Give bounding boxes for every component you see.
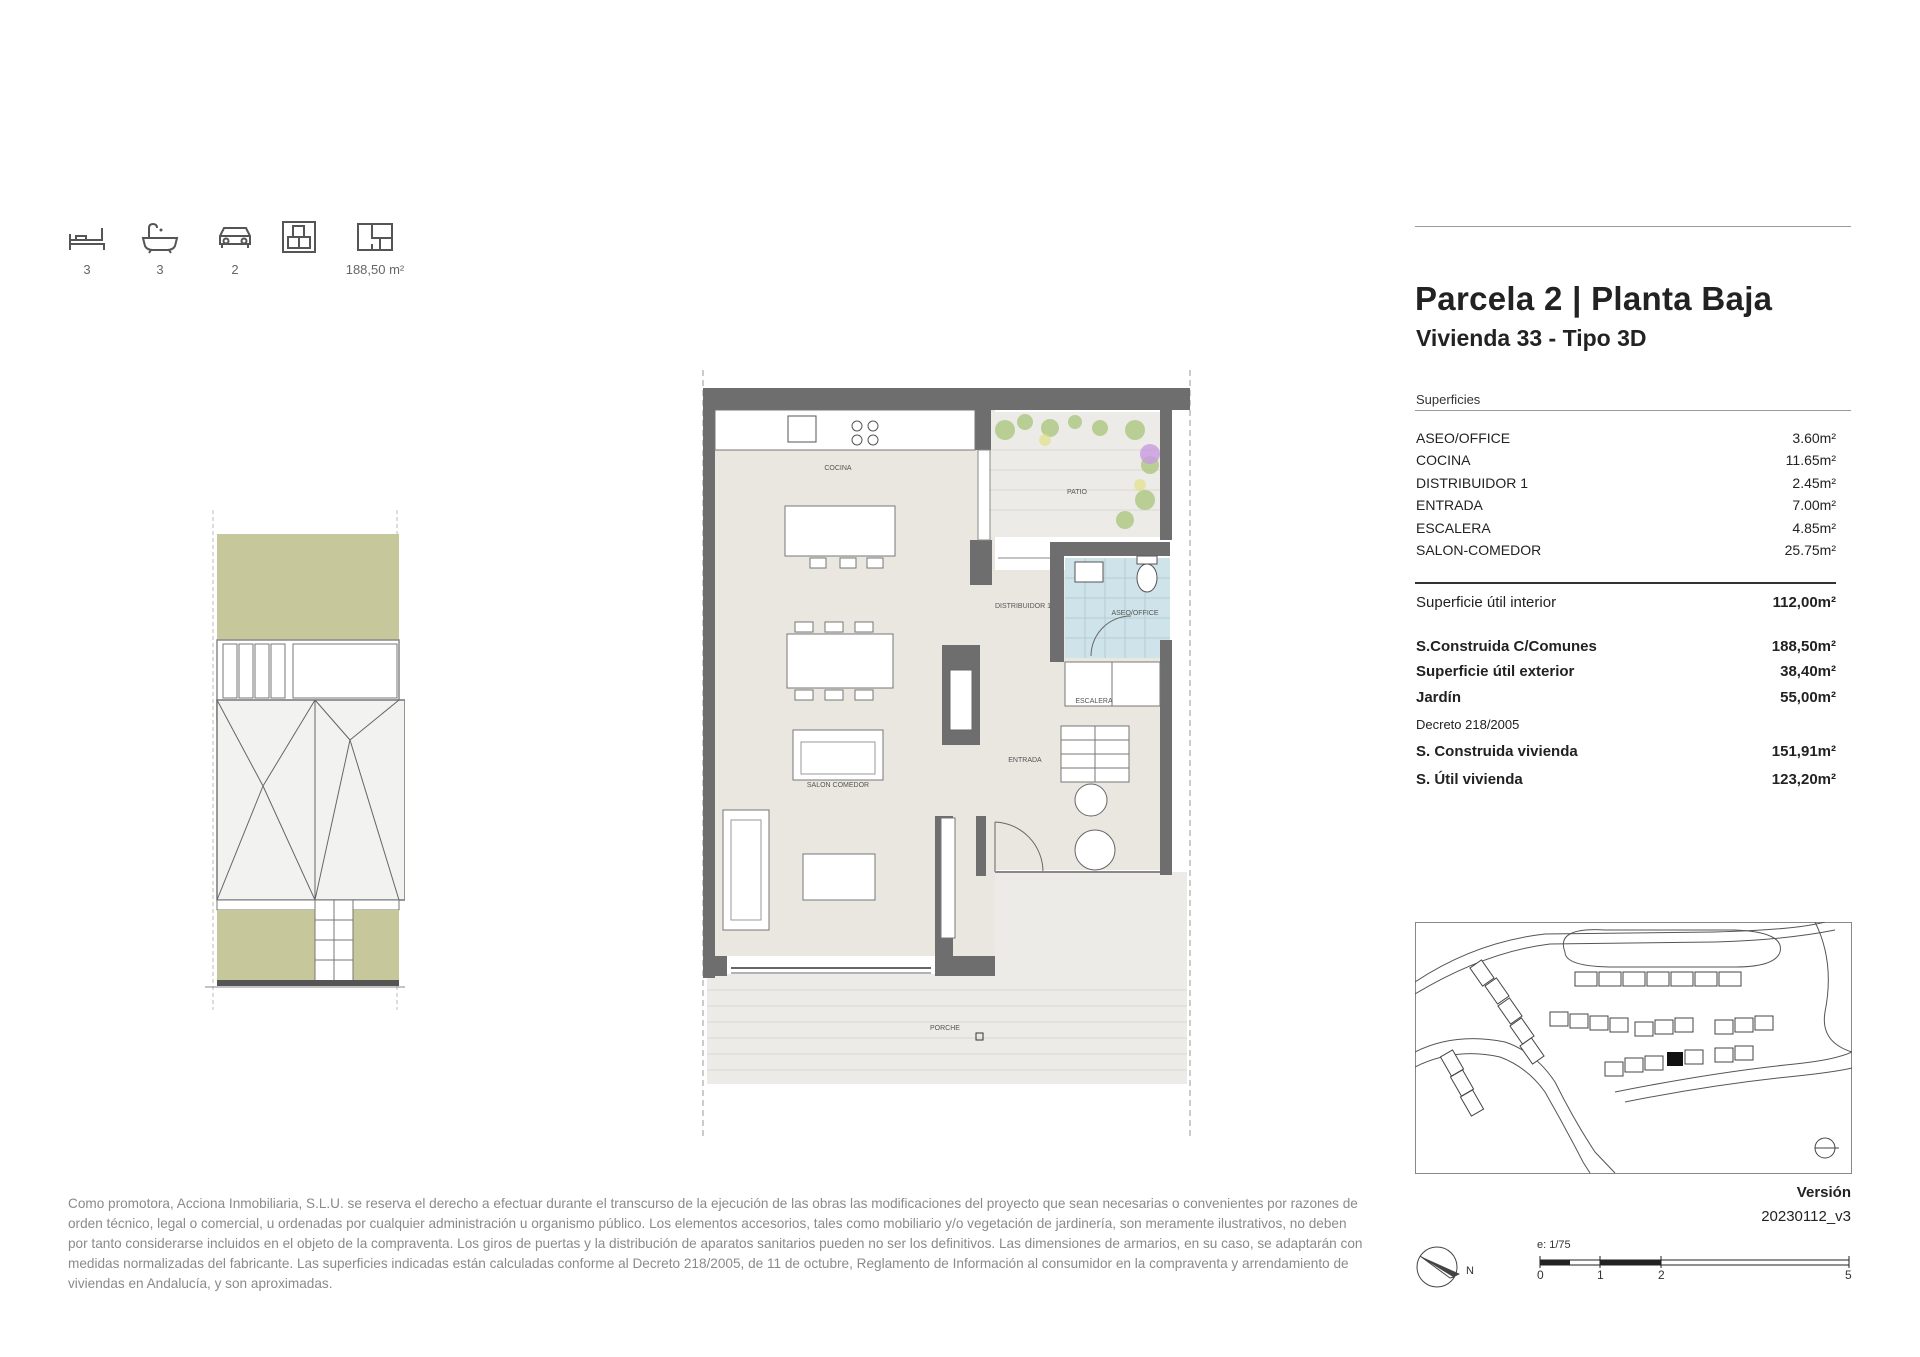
room-name: DISTRIBUIDOR 1 xyxy=(1416,475,1529,491)
legal-disclaimer: Como promotora, Acciona Inmobiliaria, S.L.U. se reserva el derecho a efectuar durante el transcurso de la ejecución de las obras las modificaciones del proyecto que sean necesarias o convenientes por razones de orden técnico, legal o comercial, u ordenadas por cualquier administración u organismo público. Los elementos accesorios, tales como mobiliario y/o vegetación de jardinería, son meramente ilustrativos, no deben por tanto considerarse incluidos en el objeto de la compraventa. Los giros de puertas y la distribución de aparatos sanitarios pueden no ser los definitivos. Las dimensiones de armarios, en su caso, se adaptarán con medidas normalizadas del fabricante. Las superficies indicadas están calculadas conforme al Decreto 218/2005, de 11 de octubre, Reglamento de Información al consumidor en la compraventa y arrendamiento de viviendas en Andalucía, y son aproximadas. xyxy=(68,1196,1363,1291)
top-rule xyxy=(1415,226,1851,227)
surfaces-rule xyxy=(1415,410,1851,411)
version-value: 20230112_v3 xyxy=(1761,1208,1851,1225)
site-location-map xyxy=(1415,922,1852,1174)
room-row xyxy=(1416,520,1836,536)
construida-row xyxy=(1416,638,1836,655)
svg-text:N: N xyxy=(1466,1265,1474,1277)
main-floor-plan xyxy=(695,370,1205,1150)
room-name: SALON-COMEDOR xyxy=(1416,542,1542,558)
room-row xyxy=(1416,497,1836,513)
feature-bedrooms xyxy=(52,220,122,277)
bathrooms-count: 3 xyxy=(156,262,164,277)
room-row xyxy=(1416,430,1836,446)
scale-tick: 5 xyxy=(1845,1268,1852,1282)
room-area: 3.60m² xyxy=(1792,430,1836,446)
exterior-value: 38,40m² xyxy=(1780,663,1836,680)
s-construida-row xyxy=(1416,743,1836,760)
s-util-label: S. Útil vivienda xyxy=(1416,771,1523,788)
label-escalera: ESCALERA xyxy=(1075,698,1113,705)
scale-label: e: 1/75 xyxy=(1537,1239,1571,1251)
bathtub-icon xyxy=(139,220,181,254)
feature-storage xyxy=(265,220,335,262)
construida-value: 188,50m² xyxy=(1771,638,1836,655)
room-area: 2.45m² xyxy=(1792,475,1836,491)
floor-overview-plan xyxy=(205,510,405,1010)
page-subtitle: Vivienda 33 - Tipo 3D xyxy=(1416,325,1647,351)
exterior-row xyxy=(1416,663,1836,680)
bedrooms-count: 3 xyxy=(83,262,91,277)
room-row xyxy=(1416,475,1836,491)
jardin-label: Jardín xyxy=(1416,689,1462,706)
feature-bathrooms xyxy=(125,220,195,277)
bed-icon xyxy=(66,220,108,254)
room-name: COCINA xyxy=(1416,452,1471,468)
construida-label: S.Construida C/Comunes xyxy=(1416,638,1597,655)
scale-tick: 1 xyxy=(1597,1268,1604,1282)
room-area: 11.65m² xyxy=(1785,452,1836,468)
s-construida-value: 151,91m² xyxy=(1771,743,1836,760)
label-entrada: ENTRADA xyxy=(1008,757,1042,764)
interior-row xyxy=(1416,594,1836,611)
room-name: ESCALERA xyxy=(1416,520,1491,536)
jardin-value: 55,00m² xyxy=(1780,689,1836,706)
label-cocina: COCINA xyxy=(824,465,852,472)
decreto-row xyxy=(1416,717,1836,732)
room-row xyxy=(1416,452,1836,468)
room-name: ENTRADA xyxy=(1416,497,1483,513)
decreto-label: Decreto 218/2005 xyxy=(1416,717,1520,732)
label-patio: PATIO xyxy=(1067,489,1087,496)
storage-icon xyxy=(279,220,321,254)
label-aseo: ASEO/OFFICE xyxy=(1111,610,1159,617)
room-area: 4.85m² xyxy=(1792,520,1836,536)
room-area: 25.75m² xyxy=(1784,542,1836,558)
room-area: 7.00m² xyxy=(1792,497,1836,513)
label-salon: SALON COMEDOR xyxy=(806,782,870,789)
feature-area xyxy=(340,220,410,277)
surfaces-heading: Superficies xyxy=(1416,392,1481,407)
scale-bar xyxy=(1538,1256,1853,1270)
s-util-value: 123,20m² xyxy=(1771,771,1836,788)
interior-value: 112,00m² xyxy=(1772,594,1836,611)
parking-count: 2 xyxy=(231,262,239,277)
version-label: Versión xyxy=(1796,1184,1851,1201)
label-porche: PORCHE xyxy=(930,1025,960,1032)
room-name: ASEO/OFFICE xyxy=(1416,430,1511,446)
jardin-row xyxy=(1416,689,1836,706)
summary-rule xyxy=(1415,582,1836,584)
scale-tick: 2 xyxy=(1658,1268,1665,1282)
s-construida-label: S. Construida vivienda xyxy=(1416,743,1578,760)
s-util-row xyxy=(1416,771,1836,788)
feature-parking xyxy=(200,220,270,277)
floorplan-area-icon xyxy=(354,220,396,254)
label-distribuidor: DISTRIBUIDOR 1 xyxy=(994,603,1052,610)
room-row xyxy=(1416,542,1836,558)
interior-label: Superficie útil interior xyxy=(1416,594,1557,611)
car-icon xyxy=(214,220,256,254)
scale-tick: 0 xyxy=(1537,1268,1544,1282)
north-arrow-icon xyxy=(1412,1244,1482,1290)
exterior-label: Superficie útil exterior xyxy=(1416,663,1575,680)
area-value: 188,50 m² xyxy=(345,262,405,277)
page-title: Parcela 2 | Planta Baja xyxy=(1415,280,1773,317)
